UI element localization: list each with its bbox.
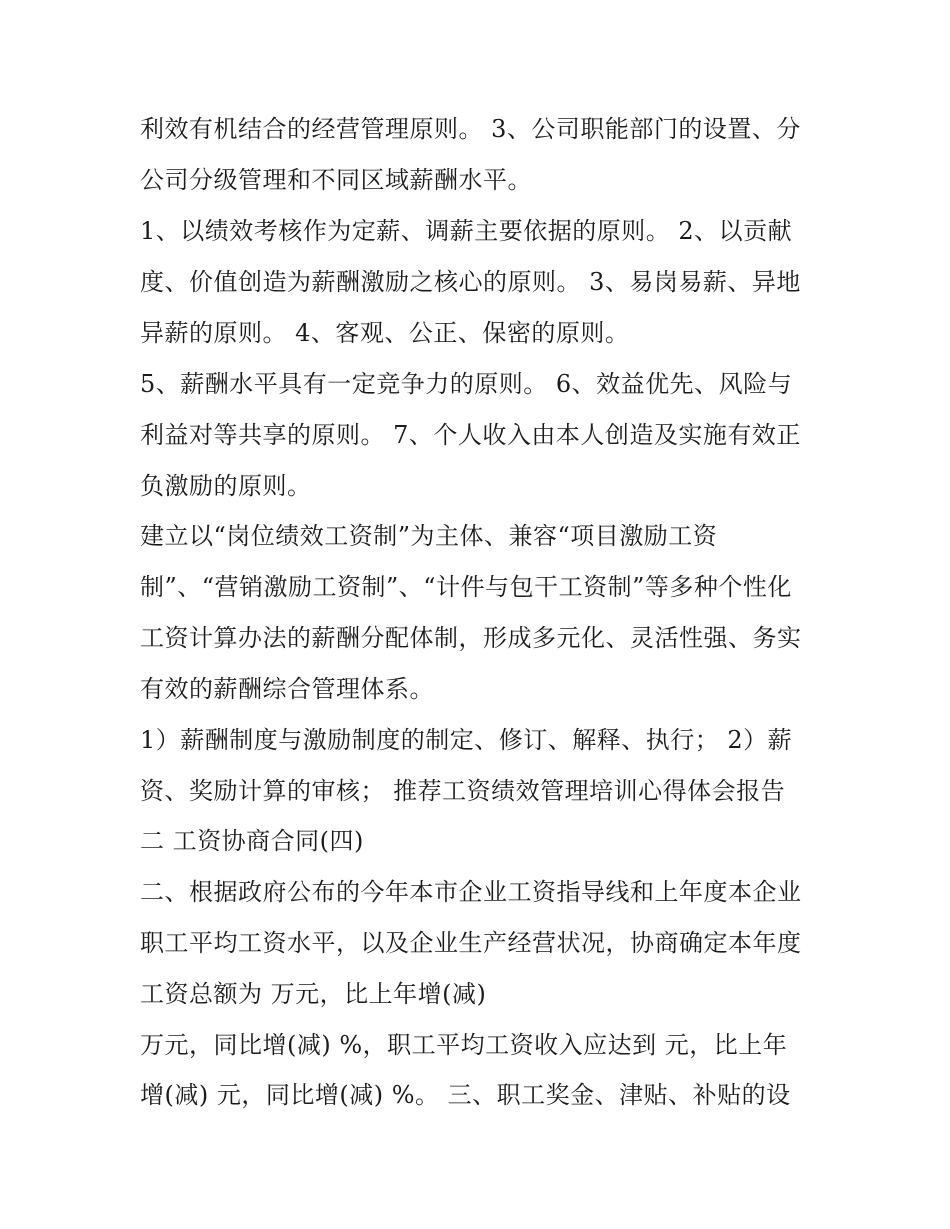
text-line: 度、价值创造为薪酬激励之核心的原则。 3、易岗易薪、异地 xyxy=(140,268,801,296)
text-line: 二、根据政府公布的今年本市企业工资指导线和上年度本企业 xyxy=(140,878,802,906)
text-line: 工资总额为 万元，比上年增(减) xyxy=(140,980,487,1008)
text-line: 工资计算办法的薪酬分配体制，形成多元化、灵活性强、务实 xyxy=(140,624,802,652)
text-line: 异薪的原则。 4、客观、公正、保密的原则。 xyxy=(140,319,630,347)
text-line: 1、以绩效考核作为定薪、调薪主要依据的原则。 2、以贡献 xyxy=(140,217,793,245)
text-line: 5、薪酬水平具有一定竞争力的原则。 6、效益优先、风险与 xyxy=(140,370,793,398)
text-line: 增(减) 元，同比增(减) %。 三、职工奖金、津贴、补贴的设 xyxy=(140,1081,791,1109)
text-line: 1）薪酬制度与激励制度的制定、修订、解释、执行； 2）薪 xyxy=(140,726,793,754)
text-line: 制”、“营销激励工资制”、“计件与包干工资制”等多种个性化 xyxy=(140,573,792,601)
text-line: 职工平均工资水平，以及企业生产经营状况，协商确定本年度 xyxy=(140,929,802,957)
text-line: 万元，同比增(减) %，职工平均工资收入应达到 元，比上年 xyxy=(140,1031,788,1059)
text-line: 利益对等共享的原则。 7、个人收入由本人创造及实施有效正 xyxy=(140,421,801,449)
text-line: 负激励的原则。 xyxy=(140,472,312,500)
text-line: 资、奖励计算的审核； 推荐工资绩效管理培训心得体会报告 xyxy=(140,777,786,805)
text-line: 利效有机结合的经营管理原则。 3、公司职能部门的设置、分 xyxy=(140,115,801,143)
text-line: 建立以“岗位绩效工资制”为主体、兼容“项目激励工资 xyxy=(140,522,718,550)
text-line: 有效的薪酬综合管理体系。 xyxy=(140,675,434,703)
text-line: 公司分级管理和不同区域薪酬水平。 xyxy=(140,166,532,194)
section-heading: 二 工资协商合同(四) xyxy=(140,827,364,855)
